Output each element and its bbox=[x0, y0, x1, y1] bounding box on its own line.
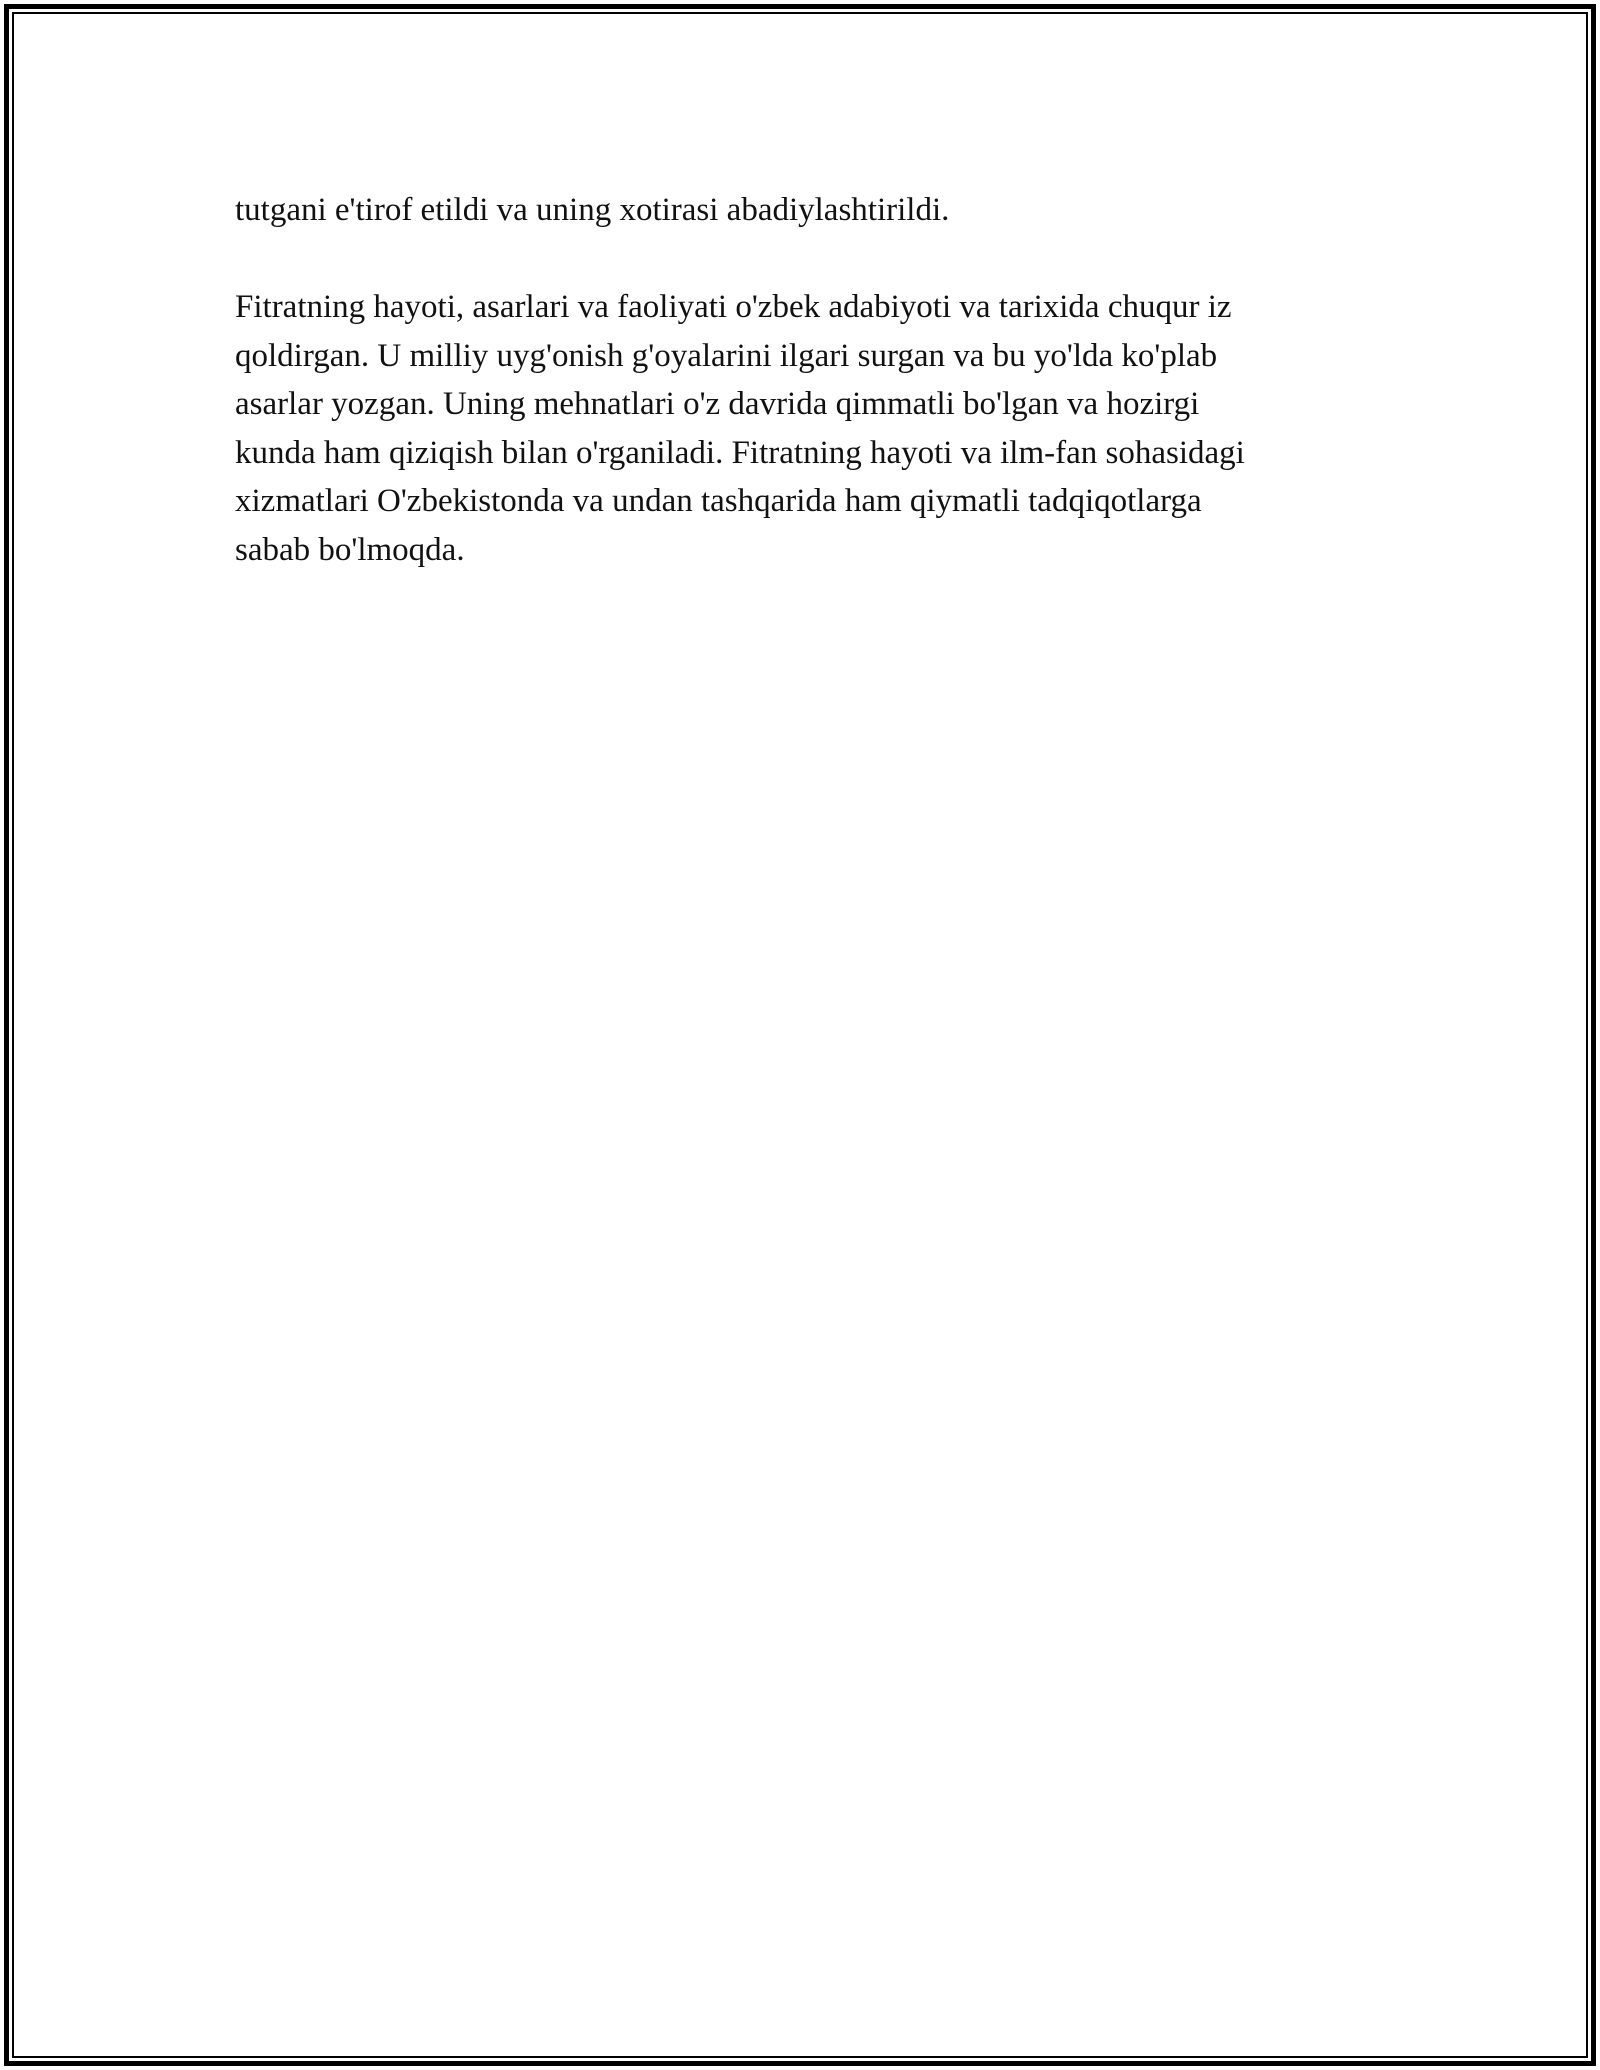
paragraph-line: sabab bo'lmoqda. bbox=[235, 531, 465, 568]
paragraph-line: asarlar yozgan. Uning mehnatlari o'z davrida qimmatli bo'lgan va hozirgi bbox=[235, 386, 1200, 422]
paragraph-line: tutgani e'tirof etildi va uning xotirasi abadiylashtirildi. bbox=[235, 192, 950, 228]
paragraph-line: Fitratning hayoti, asarlari va faoliyati o'zbek adabiyoti va tarixida chuqur iz bbox=[235, 289, 1232, 325]
paragraph-1 bbox=[235, 186, 1385, 235]
paragraph-spacer bbox=[235, 235, 1385, 284]
paragraph-line: kunda ham qiziqish bilan o'rganiladi. Fitratning hayoti va ilm-fan sohasidagi bbox=[235, 434, 1245, 471]
paragraph-line: qoldirgan. U milliy uyg'onish g'oyalarini ilgari surgan va bu yo'lda ko'plab bbox=[235, 337, 1218, 374]
document-body bbox=[235, 186, 1385, 574]
paragraph-line: xizmatlari O'zbekistonda va undan tashqarida ham qiymatli tadqiqotlarga bbox=[235, 483, 1202, 519]
paragraph-2 bbox=[235, 283, 1385, 574]
